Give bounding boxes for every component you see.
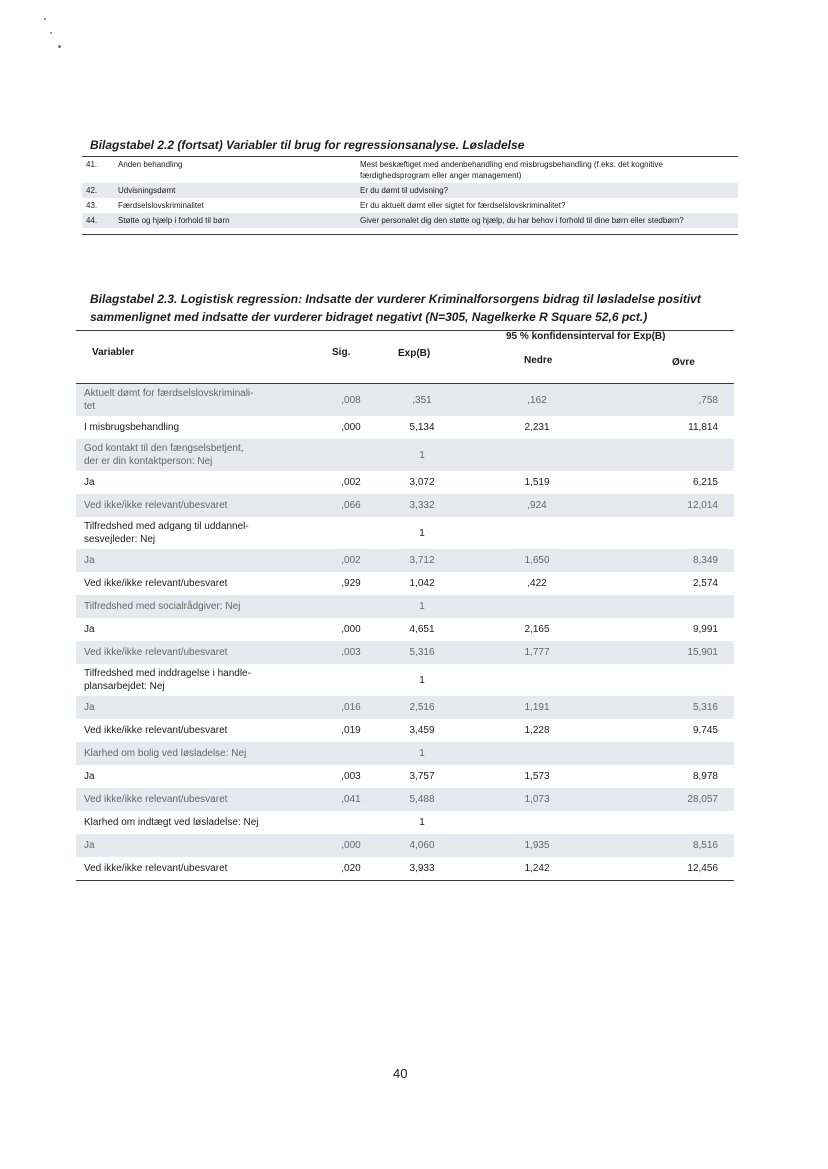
ci-lower-value: 1,573 xyxy=(524,771,550,782)
table-row xyxy=(82,198,738,213)
row-label: Ved ikke/ikke relevant/ubesvaret xyxy=(84,500,228,511)
row-label: Ved ikke/ikke relevant/ubesvaret xyxy=(84,578,228,589)
scan-speck xyxy=(50,32,52,34)
table-row xyxy=(76,439,734,471)
table-row xyxy=(76,834,734,857)
exp-b-value: 1 xyxy=(419,601,425,612)
sig-value: ,003 xyxy=(341,647,361,658)
ci-lower-value: 1,242 xyxy=(524,863,550,874)
sig-value: ,020 xyxy=(341,863,361,874)
row-label: Tilfredshed med adgang til uddannel- sesvejleder: Nej xyxy=(84,521,249,545)
row-label: Tilfredshed med inddragelse i handle- plansarbejdet: Nej xyxy=(84,668,251,692)
row-label: Ja xyxy=(84,477,95,488)
table-row xyxy=(76,742,734,765)
exp-b-value: 3,332 xyxy=(409,500,435,511)
exp-b-value: 1 xyxy=(419,674,425,686)
ci-lower-value: 1,073 xyxy=(524,794,550,805)
sig-value: ,929 xyxy=(341,578,361,589)
row-label: Ja xyxy=(84,555,95,566)
ci-upper-value: 8,516 xyxy=(692,840,718,851)
exp-b-value: 3,757 xyxy=(409,771,435,782)
table-2-2 xyxy=(82,156,738,235)
ci-upper-value: 12,014 xyxy=(687,500,718,511)
table-2-3-body xyxy=(76,384,734,880)
question-text: Mest beskæftiget med andenbehandling end misbrugsbehandling (f.eks. det kognitive færdighedsprogram eller anger management) xyxy=(360,160,663,180)
ci-upper-value: 8,349 xyxy=(692,555,718,566)
row-label: Aktuelt dømt for færdselslovskriminali- tet xyxy=(84,388,254,412)
row-number: 42. xyxy=(86,186,98,195)
ci-lower-value: ,924 xyxy=(527,500,547,511)
exp-b-value: 1 xyxy=(419,748,425,759)
sig-value: ,041 xyxy=(341,794,361,805)
ci-upper-value: 12,456 xyxy=(687,863,718,874)
table-2-3-bottom-rule xyxy=(76,880,734,881)
ci-lower-value: 1,650 xyxy=(524,555,550,566)
table-row xyxy=(76,471,734,494)
scan-speck xyxy=(44,18,46,20)
ci-upper-value: ,758 xyxy=(698,394,718,406)
ci-upper-value: 8,978 xyxy=(692,771,718,782)
ci-upper-value: 28,057 xyxy=(687,794,718,805)
header-ovre: Øvre xyxy=(672,357,695,368)
exp-b-value: 4,060 xyxy=(409,840,435,851)
table-row xyxy=(76,494,734,517)
table-row xyxy=(76,416,734,439)
ci-lower-value: 2,231 xyxy=(524,422,550,433)
row-label: Ja xyxy=(84,771,95,782)
row-label: Klarhed om indtægt ved løsladelse: Nej xyxy=(84,817,259,828)
sig-value: ,002 xyxy=(341,555,361,566)
row-label: Ved ikke/ikke relevant/ubesvaret xyxy=(84,863,228,874)
exp-b-value: 3,712 xyxy=(409,555,435,566)
table-row xyxy=(76,384,734,416)
row-label: Ja xyxy=(84,702,95,713)
sig-value: ,016 xyxy=(341,702,361,713)
exp-b-value: 1 xyxy=(419,527,425,539)
row-label: Ja xyxy=(84,624,95,635)
header-sig: Sig. xyxy=(332,347,351,358)
ci-lower-value: ,162 xyxy=(527,394,547,406)
sig-value: ,000 xyxy=(341,624,361,635)
row-label: God kontakt til den fængselsbetjent, der er din kontaktperson: Nej xyxy=(84,443,244,467)
ci-upper-value: 15,901 xyxy=(687,647,718,658)
exp-b-value: 4,651 xyxy=(409,624,435,635)
table-2-3-header xyxy=(76,331,734,383)
sig-value: ,019 xyxy=(341,725,361,736)
table-2-3 xyxy=(76,330,734,881)
table-2-3-caption-line1: Bilagstabel 2.3. Logistisk regression: Indsatte der vurderer Kriminalforsorgens bidrag til løsladelse positivt xyxy=(90,292,701,306)
ci-upper-value: 2,574 xyxy=(692,578,718,589)
exp-b-value: 3,459 xyxy=(409,725,435,736)
ci-upper-value: 9,745 xyxy=(692,725,718,736)
row-label: Ved ikke/ikke relevant/ubesvaret xyxy=(84,794,228,805)
ci-upper-value: 5,316 xyxy=(692,702,718,713)
table-row xyxy=(76,572,734,595)
exp-b-value: 3,072 xyxy=(409,477,435,488)
table-row xyxy=(76,549,734,572)
table-row xyxy=(82,183,738,198)
variable-name: Færdselslovskriminalitet xyxy=(118,201,204,210)
table-row xyxy=(82,157,738,183)
sig-value: ,002 xyxy=(341,477,361,488)
row-label: Klarhed om bolig ved løsladelse: Nej xyxy=(84,748,247,759)
exp-b-value: ,351 xyxy=(412,394,432,406)
exp-b-value: 5,488 xyxy=(409,794,435,805)
ci-lower-value: 2,165 xyxy=(524,624,550,635)
scan-speck xyxy=(58,45,61,48)
exp-b-value: 1 xyxy=(419,449,425,461)
table-2-3-caption-line2: sammenlignet med indsatte der vurderer bidraget negativt (N=305, Nagelkerke R Square 52,6 pct.) xyxy=(90,310,648,324)
table-2-2-caption: Bilagstabel 2.2 (fortsat) Variabler til brug for regressionsanalyse. Løsladelse xyxy=(90,138,525,152)
sig-value: ,000 xyxy=(341,840,361,851)
ci-lower-value: 1,935 xyxy=(524,840,550,851)
ci-lower-value: 1,777 xyxy=(524,647,550,658)
ci-lower-value: 1,191 xyxy=(524,702,550,713)
row-number: 44. xyxy=(86,216,98,225)
ci-upper-value: 6,215 xyxy=(692,477,718,488)
table-row xyxy=(82,213,738,228)
ci-lower-value: 1,519 xyxy=(524,477,550,488)
variable-name: Udvisningsdømt xyxy=(118,186,176,195)
ci-lower-value: 1,228 xyxy=(524,725,550,736)
header-ci: 95 % konfidensinterval for Exp(B) xyxy=(506,331,666,342)
row-label: Ja xyxy=(84,840,95,851)
table-row xyxy=(76,719,734,742)
table-row xyxy=(76,664,734,696)
sig-value: ,008 xyxy=(341,394,361,406)
question-text: Er du dømt til udvisning? xyxy=(360,186,449,195)
row-number: 41. xyxy=(86,160,98,169)
row-label: Tilfredshed med socialrådgiver: Nej xyxy=(84,601,241,612)
table-row xyxy=(76,641,734,664)
table-row xyxy=(76,517,734,549)
row-label: I misbrugsbehandling xyxy=(84,422,180,433)
header-exp: Exp(B) xyxy=(398,348,431,359)
variable-name: Støtte og hjælp i forhold til børn xyxy=(118,216,230,225)
page-number: 40 xyxy=(393,1066,408,1081)
table-row xyxy=(76,765,734,788)
question-text: Er du aktuelt dømt eller sigtet for færdselslovskriminalitet? xyxy=(360,201,566,210)
exp-b-value: 5,316 xyxy=(409,647,435,658)
table-row xyxy=(76,618,734,641)
variable-name: Anden behandling xyxy=(118,160,183,169)
header-nedre: Nedre xyxy=(524,355,553,366)
exp-b-value: 3,933 xyxy=(409,863,435,874)
row-label: Ved ikke/ikke relevant/ubesvaret xyxy=(84,647,228,658)
table-row xyxy=(76,595,734,618)
exp-b-value: 2,516 xyxy=(409,702,435,713)
table-row xyxy=(76,857,734,880)
sig-value: ,066 xyxy=(341,500,361,511)
table-2-2-bottom-rule xyxy=(82,234,738,235)
row-label: Ved ikke/ikke relevant/ubesvaret xyxy=(84,725,228,736)
sig-value: ,000 xyxy=(341,422,361,433)
question-text: Giver personalet dig den støtte og hjælp, du har behov i forhold til dine børn eller stedbørn? xyxy=(360,216,684,225)
exp-b-value: 5,134 xyxy=(409,422,435,433)
table-row xyxy=(76,788,734,811)
ci-upper-value: 11,814 xyxy=(688,422,718,433)
exp-b-value: 1 xyxy=(419,817,425,828)
table-2-2-body xyxy=(82,157,738,228)
ci-upper-value: 9,991 xyxy=(692,624,718,635)
header-variabler: Variabler xyxy=(92,347,135,358)
table-row xyxy=(76,696,734,719)
table-row xyxy=(76,811,734,834)
row-number: 43. xyxy=(86,201,98,210)
ci-lower-value: ,422 xyxy=(527,578,547,589)
sig-value: ,003 xyxy=(341,771,361,782)
exp-b-value: 1,042 xyxy=(409,578,435,589)
